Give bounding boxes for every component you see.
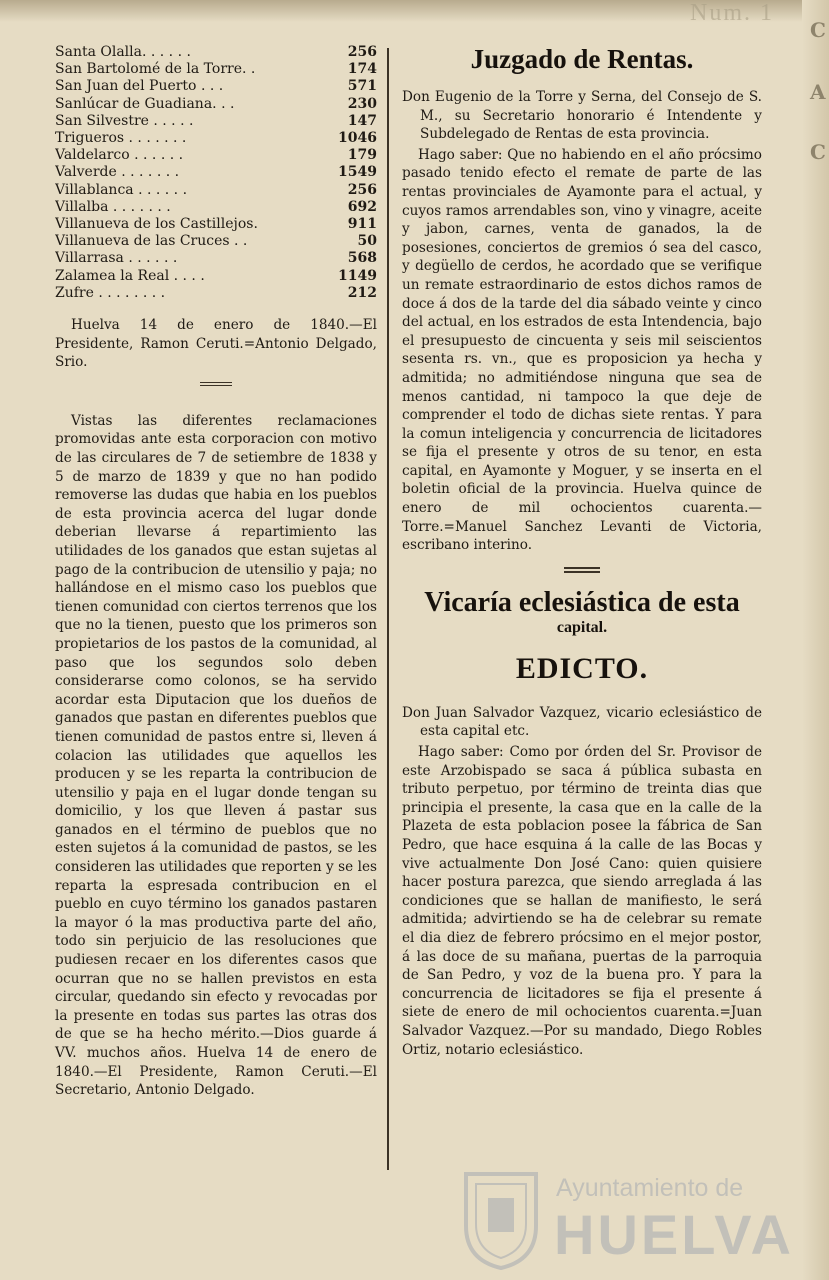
town-name: Trigueros . . . . . . . [55, 130, 187, 147]
town-row [55, 130, 377, 147]
town-name: Santa Olalla. . . . . . [55, 44, 191, 60]
watermark-line2: HUELVA [554, 1203, 794, 1266]
town-name: Valdelarco . . . . . . [55, 147, 184, 164]
right-column [402, 44, 762, 1059]
town-value: 1046 [338, 130, 377, 147]
town-name: Sanlúcar de Guadiana. . . [55, 95, 235, 112]
juzgado-body: Hago saber: Que no habiendo en el año prócsimo pasado tenido efecto el remate de parte de las rentas provinciales de Ayamonte para el actual, y cuyos ramos arrendables son, vino y vinagre, aceite y jabon, carnes, venta de ganados, la de posesiones, conciertos de gremios ó sea del casco, y degüello de cerdos, he acordado que se verifique un remate estraordinario de estos dichos ramos de doce á dos de la tarde del dia sábado veinte y cinco del actual, en los estrados de esta Intendencia, bajo el presupuesto de cincuenta y seis mil seiscientos sesenta rs. vn., que es proposicion ya hecha y admitida; no admitiéndose ninguna que sea de menos cantidad, ni tampoco la que deje de comprender el todo de dichas siete rentas. Y para la comun inteligencia y concurrencia de licitadores se fija el presente y otros de su tenor, en esta capital, en Ayamonte y Moguer, y se inserta en el boletin oficial de la provincia. Huelva quince de enero de mil ochocientos cuarenta.—Torre.=Manuel Sanchez Levanti de Victoria, escribano interino. [402, 146, 762, 554]
town-value: 1549 [338, 164, 377, 181]
town-value: 50 [357, 233, 377, 250]
town-value: 256 [347, 44, 377, 60]
town-value: 911 [347, 216, 377, 233]
town-row [55, 268, 377, 285]
town-row [55, 285, 377, 302]
margin-letter: A [810, 80, 826, 104]
town-row [55, 147, 377, 164]
edicto-body: Hago saber: Como por órden del Sr. Provisor de este Arzobispado se saca á pública subasta en tributo perpetuo, por término de treinta dias que principia el presente, la casa que en la calle de la Plazeta de esta poblacion posee la fábrica de San Pedro, que hace esquina á la calle de las Bocas y vive actualmente Don José Cano: quien quisiere hacer postura parezca, que siendo arreglada á las condiciones que se hallan de manifiesto, le será admitida; advirtiendo se ha de celebrar su remate el dia diez de febrero prócsimo en el mejor postor, á las doce de su mañana, puertas de la parroquia de San Pedro, y voz de la buena pro. Y para la concurrencia de licitadores se fija el presente á siete de enero de mil ochocientos cuarenta.=Juan Salvador Vazquez.—Por su mandado, Diego Robles Ortiz, notario eclesiástico. [402, 744, 762, 1058]
juzgado-intro: Don Eugenio de la Torre y Serna, del Consejo de S. M., su Secretario honorario é Intendente y Subdelegado de Rentas de esta provincia. [402, 89, 762, 143]
town-name: Villanueva de los Castillejos. [55, 216, 258, 233]
town-row [55, 61, 377, 78]
margin-letter: C [810, 18, 826, 42]
town-row [55, 96, 377, 113]
town-value: 230 [347, 95, 377, 112]
town-value: 256 [347, 181, 377, 198]
town-name: Villarrasa . . . . . . [55, 250, 178, 267]
town-name: Zalamea la Real . . . . [55, 267, 205, 284]
edicto-heading: EDICTO. [515, 651, 649, 685]
margin-letter: C [810, 140, 826, 164]
town-value: 147 [347, 112, 377, 129]
town-row [55, 182, 377, 199]
town-name: Villalba . . . . . . . [55, 198, 171, 215]
separator [564, 567, 600, 573]
separator [200, 382, 232, 386]
town-name: San Juan del Puerto . . . [55, 78, 224, 95]
town-row [55, 44, 377, 61]
town-row [55, 164, 377, 181]
town-name: Zufre . . . . . . . . [55, 284, 166, 301]
town-row [55, 233, 377, 250]
town-row [55, 78, 377, 95]
town-value: 179 [347, 147, 377, 164]
juzgado-heading: Juzgado de Rentas. [470, 44, 694, 74]
town-row [55, 199, 377, 216]
bleed-through-header: Num. 1 [690, 0, 774, 26]
town-name: Villablanca . . . . . . [55, 181, 188, 198]
watermark-line1: Ayuntamiento de [556, 1174, 744, 1202]
town-name: Valverde . . . . . . . [55, 164, 180, 181]
town-row [55, 216, 377, 233]
town-value: 692 [347, 198, 377, 215]
town-value: 568 [347, 250, 377, 267]
archive-watermark [458, 1168, 798, 1272]
town-value: 1149 [338, 267, 377, 284]
town-value: 212 [347, 284, 377, 301]
page-right-edge [802, 0, 829, 1280]
coat-of-arms-icon [458, 1168, 544, 1272]
town-name: San Silvestre . . . . . [55, 112, 194, 129]
left-signoff: Huelva 14 de enero de 1840.—El Presidente, Ramon Ceruti.=Antonio Delgado, Srio. [55, 317, 377, 371]
town-row [55, 113, 377, 130]
town-value: 174 [347, 61, 377, 78]
town-name: Villanueva de las Cruces . . [55, 233, 248, 250]
town-list [55, 44, 377, 302]
edicto-intro: Don Juan Salvador Vazquez, vicario eclesiástico de esta capital etc. [402, 704, 762, 740]
left-column [55, 44, 377, 1100]
vicaria-heading: Vicaría eclesiástica de esta [424, 586, 740, 618]
vicaria-subheading: capital. [556, 618, 608, 636]
town-value: 571 [347, 78, 377, 95]
circular-text: Vistas las diferentes reclamaciones promovidas ante esta corporacion con motivo de las circulares de 7 de setiembre de 1838 y 5 de marzo de 1839 y que no han podido removerse las dudas que habia en los pueblos de esta provincia acerca del lugar donde deberian llevarse á repartimiento las utilidades de los ganados que estan sujetas al pago de la contribucion de utensilio y paja; no hallándose en el mismo caso los pueblos que tienen comunidad con ciertos terrenos que los que no la tienen, puesto que los primeros son propietarios de los pastos de la comunidad, al paso que los segundos solo deben considerarse como colonos, se ha servido acordar esta Diputacion que los dueños de ganados que pastan en diferentes pueblos que tienen comunidad de pastos entre si, lleven á colacion las utilidades que aquellos les producen y se les reparta la contribucion de utensilio y paja en el lugar donde tengan su domicilio, y los que lleven á pastar sus ganados en el término de pueblos que no esten sujetos á la comunidad de pastos, se les consideren las utilidades que reporten y se les reparta la espresada contribucion en el pueblo en cuyo término los ganados pastaren la mayor ó la mas productiva parte del año, todo sin perjuicio de las resoluciones que pudiesen recaer en los diferentes casos que ocurran que no se hallen previstos en esta circular, quedando sin efecto y revocadas por la presente en todas sus partes las otras dos de que se ha hecho mérito.—Dios guarde á VV. muchos años. Huelva 14 de enero de 1840.—El Presidente, Ramon Ceruti.—El Secretario, Antonio Delgado. [55, 412, 377, 1099]
column-rule [387, 48, 389, 1170]
town-name: San Bartolomé de la Torre. . [55, 61, 256, 78]
town-row [55, 250, 377, 267]
